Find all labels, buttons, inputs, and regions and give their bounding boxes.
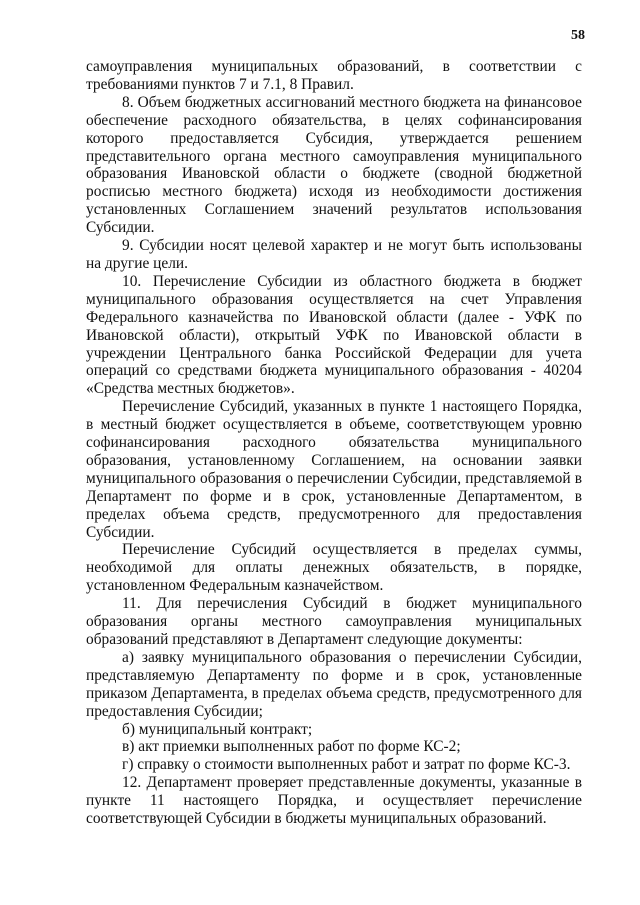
paragraph-item-11: 11. Для перечисления Субсидий в бюджет муниципального образования органы местного самоуправления муниципальных образований представляют в Департамент следующие документы: [86, 595, 582, 648]
paragraph-item-12: 12. Департамент проверяет представленные документы, указанные в пункте 11 настоящего Порядка, и осуществляет перечисление соответствующей Субсидии в бюджеты муниципальных образований. [86, 774, 582, 828]
paragraph-continuation: самоуправления муниципальных образований, в соответствии с требованиями пунктов 7 и 7.1, 8 Правил. [86, 58, 582, 93]
paragraph-item-10: 10. Перечисление Субсидии из областного бюджета в бюджет муниципального образования осуществляется на счет Управления Федерального казначейства по Ивановской области (далее - УФК по Ивановской области), открытый УФК по Ивановской области в учреждении Центрального банка Российской Федерации для учета операций со средствами бюджета муниципального образования - 40204 «Средства местных бюджетов». [86, 272, 582, 398]
list-item-b: б) муниципальный контракт; [122, 720, 313, 738]
page-number: 58 [571, 28, 585, 43]
paragraph-item-8: 8. Объем бюджетных ассигнований местного бюджета на финансовое обеспечение расходного обязательства, в целях софинансирования которого предоставляется Субсидия, утверждается решением представительного органа местного самоуправления муниципального образования Ивановской области о бюджете (сводной бюджетной росписью местного бюджета) исходя из необходимости достижения установленных Соглашением значений результатов использования Субсидии. [86, 93, 582, 237]
paragraph-item-9: 9. Субсидии носят целевой характер и не могут быть использованы на другие цели. [86, 237, 582, 272]
paragraph-transfer-limits: Перечисление Субсидий осуществляется в пределах суммы, необходимой для оплаты денежных обязательств, в порядке, установленном Федеральным казначейством. [86, 541, 582, 595]
list-item-a: а) заявку муниципального образования о перечислении Субсидии, представляемую Департаменту по форме и в срок, установленные приказом Департамента, в пределах объема средств, предусмотренного для предоставления Субсидии; [86, 648, 582, 720]
paragraph-transfer-volume: Перечисление Субсидий, указанных в пункте 1 настоящего Порядка, в местный бюджет осуществляется в объеме, соответствующем уровню софинансирования расходного обязательства муниципального образования, установленному Соглашением, на основании заявки муниципального образования о перечислении Субсидии, представляемой в Департамент по форме и в срок, установленные Департаментом, в пределах объема средств, предусмотренного для предоставления Субсидии. [86, 398, 582, 541]
list-item-g: г) справку о стоимости выполненных работ и затрат по форме КС-3. [122, 756, 571, 774]
list-item-v: в) акт приемки выполненных работ по форме КС-2; [122, 738, 461, 756]
document-body [86, 58, 582, 828]
